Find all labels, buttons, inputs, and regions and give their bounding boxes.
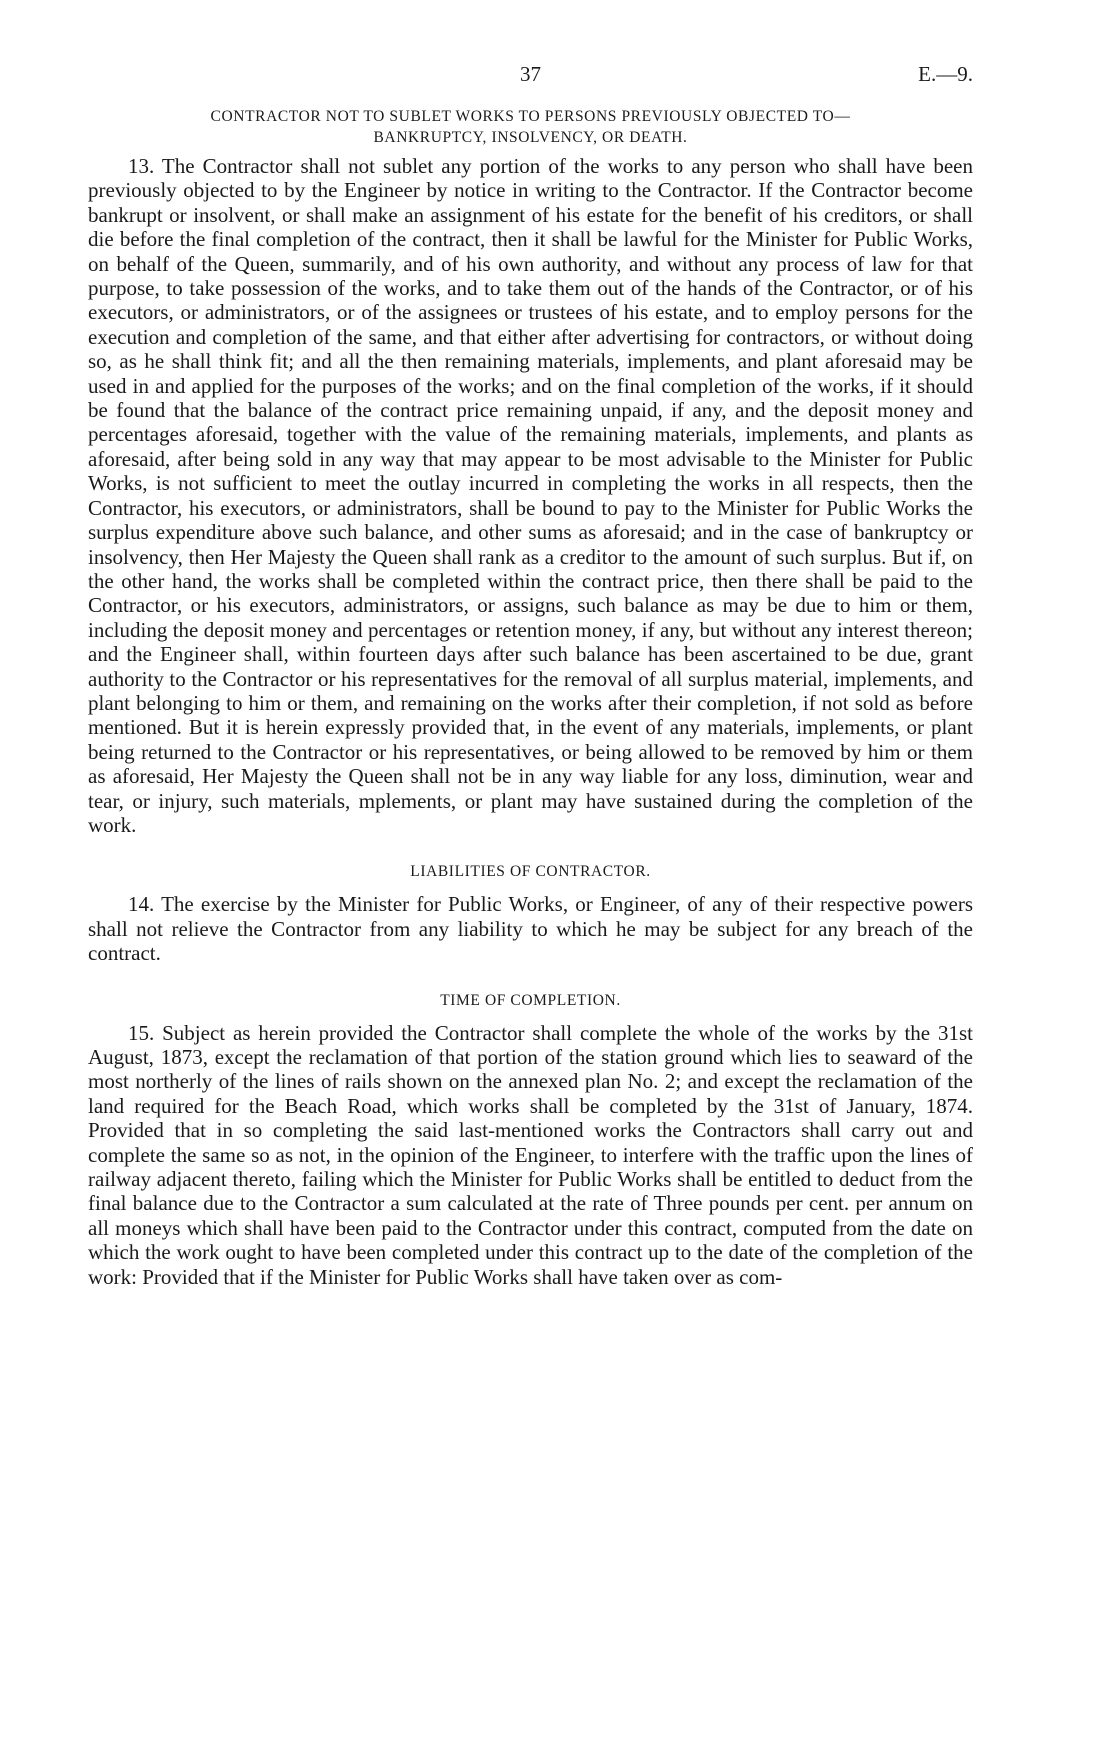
section-heading-sublet (88, 106, 973, 148)
section-heading-line: CONTRACTOR NOT TO SUBLET WORKS TO PERSONS PREVIOUSLY OBJECTED TO— (210, 108, 851, 125)
section-heading-completion (88, 990, 973, 1011)
section-heading-liabilities (88, 861, 973, 882)
section-heading-line: BANKRUPTCY, INSOLVENCY, OR DEATH. (373, 129, 688, 146)
page-number: 37 (520, 62, 541, 86)
section-heading-line: LIABILITIES OF CONTRACTOR. (410, 863, 651, 881)
clause-13-paragraph: 13. The Contractor shall not sublet any portion of the works to any person who shall have been previously objected to by the Engineer by notice in writing to the Contractor. If the Contractor become bankrupt or insolvent, or shall make an assignment of his estate for the benefit of his creditors, or shall die before the final completion of the contract, then it shall be lawful for the Minister for Public Works, on behalf of the Queen, summarily, and of his own authority, and without any process of law for that purpose, to take possession of the works, and to take them out of the hands of the Contractor, or of his executors, or administrators, or of the assignees or trustees of his estate, and to employ persons for the execution and completion of the same, and that either after advertising for contractors, or without doing so, as he shall think fit; and all the then remaining materials, implements, and plant aforesaid may be used in and applied for the purposes of the works; and on the final completion of the works, if it should be found that the balance of the contract price remaining unpaid, if any, and the deposit money and percentages aforesaid, together with the value of the remaining materials, implements, and plants as aforesaid, after being sold in any way that may appear to be most advisable to the Minister for Public Works, is not sufficient to meet the outlay incurred in completing the works in all respects, then the Contractor, his executors, or administrators, shall be bound to pay to the Minister for Public Works the surplus expenditure above such balance, and other sums as aforesaid; and in the case of bankruptcy or insolvency, then Her Majesty the Queen shall rank as a creditor to the amount of such surplus. But if, on the other hand, the works shall be completed within the contract price, then there shall be paid to the Contractor, or his executors, administrators, or assigns, such balance as may be due to him or them, including the deposit money and percentages or retention money, if any, but without any interest thereon; and the Engineer shall, within fourteen days after such balance has been ascertained to be due, grant authority to the Contractor or his representatives for the removal of all surplus material, implements, and plant belonging to him or them, and remaining on the works after their completion, if not sold as before mentioned. But it is herein expressly provided that, in the event of any materials, implements, or plant being returned to the Contractor or his representatives, or being allowed to be removed by him or them as aforesaid, Her Majesty the Queen shall not be in any way liable for any loss, diminution, wear and tear, or injury, such materials, mplements, or plant may have sustained during the completion of the work. (88, 154, 973, 837)
clause-14-paragraph: 14. The exercise by the Minister for Public Works, or Engineer, of any of their respective powers shall not relieve the Contractor from any liability to which he may be subject for any breach of the contract. (88, 892, 973, 966)
page-header (88, 62, 973, 102)
document-page (88, 62, 973, 1289)
clause-15-paragraph: 15. Subject as herein provided the Contractor shall complete the whole of the works by the 31st August, 1873, except the reclamation of that portion of the station ground which lies to seaward of the most northerly of the lines of rails shown on the annexed plan No. 2; and except the reclamation of the land required for the Beach Road, which works shall be completed by the 31st of January, 1874. Provided that in so completing the said last-mentioned works the Contractors shall carry out and complete the same so as not, in the opinion of the Engineer, to interfere with the traffic upon the lines of railway adjacent thereto, failing which the Minister for Public Works shall be entitled to deduct from the final balance due to the Contractor a sum calculated at the rate of Three pounds per cent. per annum on all moneys which shall have been paid to the Contractor under this contract, computed from the date on which the work ought to have been completed under this contract up to the date of the completion of the work: Provided that if the Minister for Public Works shall have taken over as com- (88, 1020, 973, 1289)
section-heading-line: TIME OF COMPLETION. (440, 991, 621, 1009)
document-reference: E.—9. (918, 62, 973, 86)
